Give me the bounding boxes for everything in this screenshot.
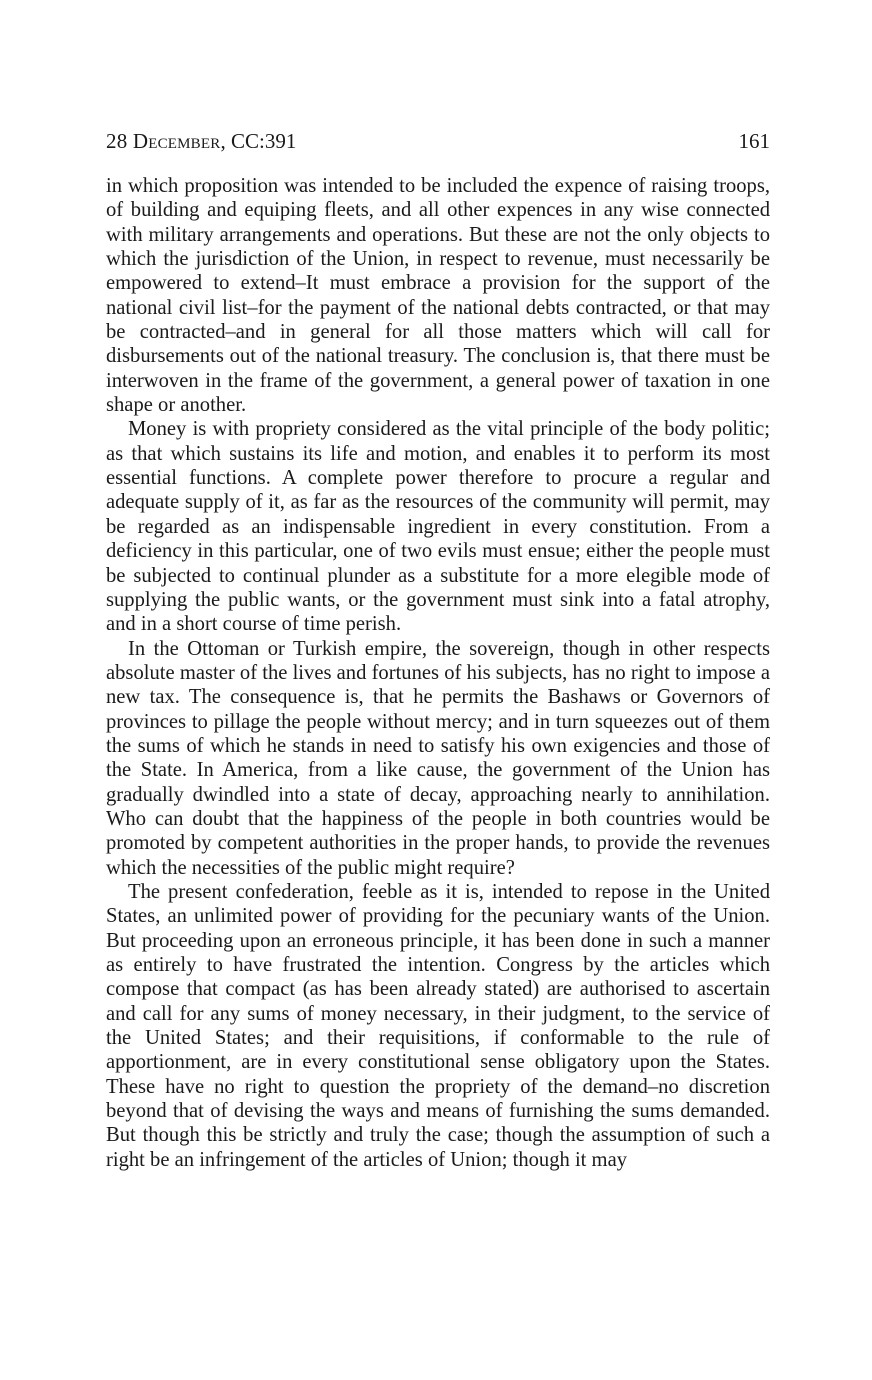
running-head	[106, 128, 770, 154]
running-head-document-ref: , CC:391	[220, 129, 297, 153]
page-number: 161	[738, 129, 770, 153]
body-text	[106, 174, 770, 1172]
paragraph: In the Ottoman or Turkish empire, the sovereign, though in other respects absolute master of the lives and fortunes of his subjects, has no right to impose a new tax. The consequence is, that he permits the Bashaws or Governors of provinces to pillage the people without mercy; and in turn squeezes out of them the sums of which he stands in need to satisfy his own exigencies and those of the State. In America, from a like cause, the government of the Union has gradually dwindled into a state of decay, approaching nearly to annihilation. Who can doubt that the happiness of the people in both countries would be promoted by competent authorities in the proper hands, to provide the revenues which the necessities of the public might require?	[106, 637, 770, 879]
paragraph: Money is with propriety considered as the vital principle of the body politic; as that which sustains its life and motion, and enables it to perform its most essential functions. A complete power therefore to procure a regular and adequate supply of it, as far as the resources of the community will permit, may be regarded as an indispensable ingredient in every constitution. From a deficiency in this particular, one of two evils must ensue; either the people must be subjected to continual plunder as a substitute for a more elegible mode of supplying the public wants, or the government must sink into a fatal atrophy, and in a short course of time perish.	[106, 418, 770, 636]
paragraph-continued: in which proposition was intended to be included the expence of raising troops, of building and equiping fleets, and all other expences in any wise connected with military arrangements and operations. But these are not the only objects to which the jurisdiction of the Union, in respect to revenue, must necessarily be empowered to extend–It must embrace a provision for the support of the national civil list–for the payment of the national debts contracted, or that may be contracted–and in general for all those matters which will call for disbursements out of the national treasury. The conclusion is, that there must be interwoven in the frame of the government, a general power of taxation in one shape or another.	[106, 175, 770, 417]
running-head-title	[106, 128, 296, 154]
book-page	[106, 128, 770, 1172]
running-head-date: 28 December	[106, 129, 221, 153]
paragraph: The present confederation, feeble as it is, intended to repose in the United States, an unlimited power of providing for the pecuniary wants of the Union. But proceeding upon an erroneous principle, it has been done in such a manner as entirely to have frustrated the intention. Congress by the articles which compose that compact (as has been already stated) are authorised to ascertain and call for any sums of money necessary, in their judgment, to the service of the United States; and their requisitions, if conformable to the rule of apportionment, are in every constitutional sense obligatory upon the States. These have no right to question the propriety of the demand–no discretion beyond that of devising the ways and means of furnishing the sums demanded. But though this be strictly and truly the case; though the assumption of such a right be an infringement of the articles of Union; though it may	[106, 880, 770, 1171]
